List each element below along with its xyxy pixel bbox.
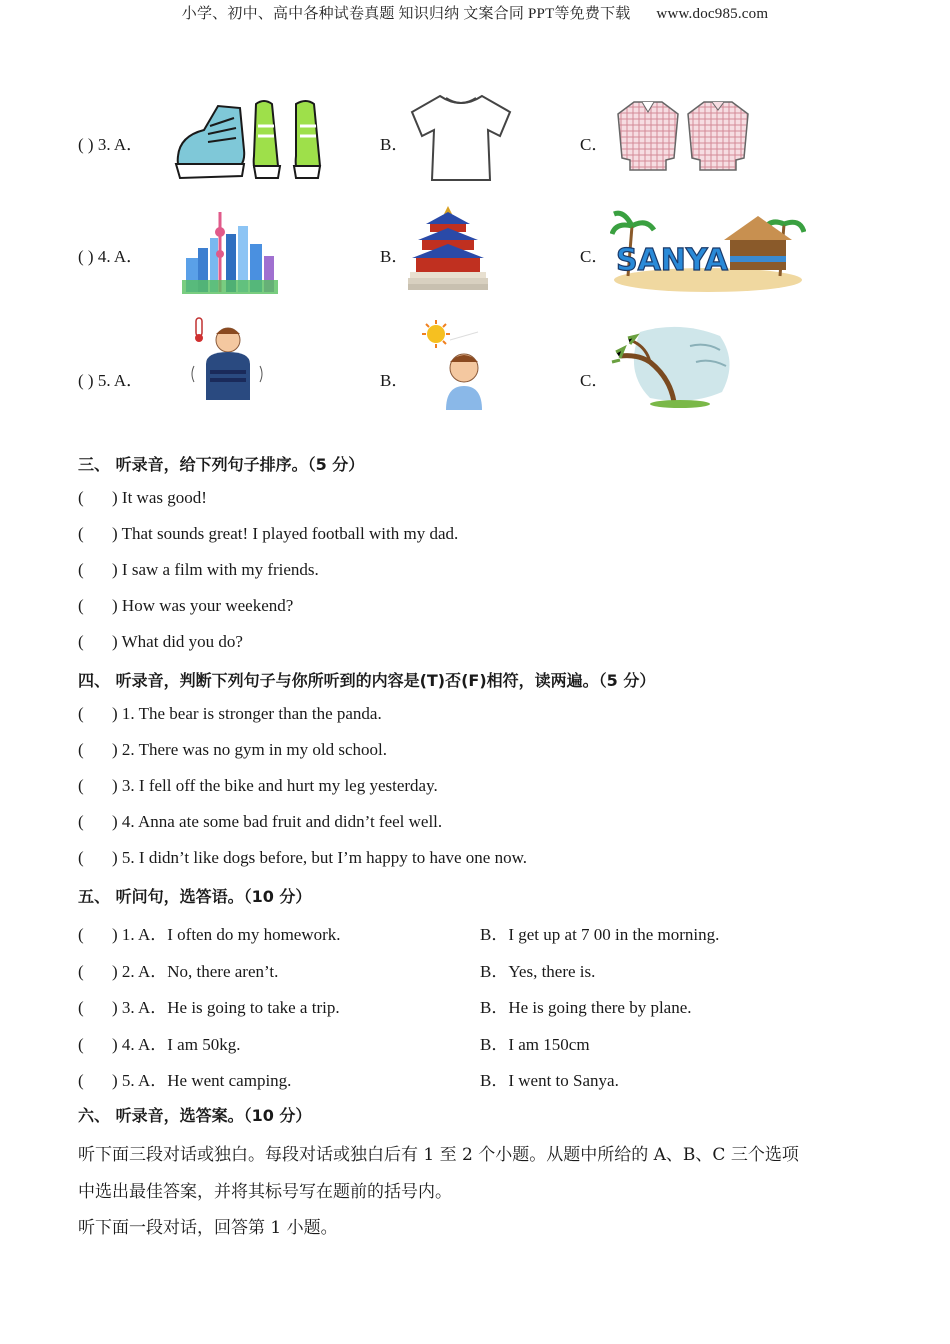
section-6-instructions-line-1: 听下面三段对话或独白。每段对话或独白后有 1 至 2 个小题。从题中所给的 A、B、C 三个选项 bbox=[78, 1145, 799, 1165]
sneakers-image bbox=[174, 96, 342, 182]
answer-item-2-option-b: B．Yes, there is. bbox=[480, 962, 596, 981]
ordering-item-2: ( ) That sounds great! I played football with my dad. bbox=[78, 524, 459, 543]
shirts-image bbox=[612, 98, 754, 174]
picture-question-5 bbox=[78, 328, 878, 428]
tshirt-image bbox=[406, 92, 516, 184]
answer-item-4-option-b: B．I am 150cm bbox=[480, 1035, 590, 1054]
answer-item-5: ( ) 5. A．He went camping. bbox=[78, 1071, 292, 1090]
page-header bbox=[0, 2, 950, 23]
section-6-instructions-line-2: 中选出最佳答案，并将其标号写在题前的括号内。 bbox=[78, 1182, 452, 1202]
section-6-instructions-line-3: 听下面一段对话，回答第 1 小题。 bbox=[78, 1218, 338, 1238]
tf-item-4: ( ) 4. Anna ate some bad fruit and didn’t feel well. bbox=[78, 812, 443, 831]
question-label: ( ) 4. A． bbox=[78, 247, 144, 266]
answer-item-3: ( ) 3. A．He is going to take a trip. bbox=[78, 998, 340, 1017]
answer-item-2: ( ) 2. A．No, there aren’t. bbox=[78, 962, 279, 981]
section-5-title: 五、 听问句，选答语。（10 分） bbox=[78, 887, 312, 906]
option-c-label: C． bbox=[580, 371, 609, 390]
header-url: www.doc985.com bbox=[656, 6, 769, 22]
tf-item-5: ( ) 5. I didn’t like dogs before, but I’m happy to have one now. bbox=[78, 848, 527, 867]
temple-of-heaven-image bbox=[408, 204, 488, 292]
option-b-label: B． bbox=[380, 247, 409, 266]
sanya-sign-text: SANYA bbox=[615, 243, 729, 278]
question-label: ( ) 5. A． bbox=[78, 371, 144, 390]
option-c-label: C． bbox=[580, 247, 609, 266]
cold-person-image bbox=[188, 316, 266, 406]
sanya-beach-image bbox=[610, 200, 806, 296]
tf-item-2: ( ) 2. There was no gym in my old school. bbox=[78, 740, 387, 759]
answer-item-3-option-b: B．He is going there by plane. bbox=[480, 998, 692, 1017]
city-skyline-image bbox=[182, 208, 278, 294]
ordering-item-5: ( ) What did you do? bbox=[78, 632, 243, 651]
picture-question-3 bbox=[78, 92, 878, 192]
answer-item-4: ( ) 4. A．I am 50kg. bbox=[78, 1035, 241, 1054]
question-label: ( ) 3. A． bbox=[78, 135, 144, 154]
picture-question-4 bbox=[78, 204, 878, 304]
tf-item-3: ( ) 3. I fell off the bike and hurt my leg yesterday. bbox=[78, 776, 438, 795]
section-3-title: 三、 听录音，给下列句子排序。（5 分） bbox=[78, 455, 365, 474]
option-b-label: B． bbox=[380, 135, 409, 154]
option-b-label: B． bbox=[380, 371, 409, 390]
option-c-label: C． bbox=[580, 135, 609, 154]
tf-item-1: ( ) 1. The bear is stronger than the panda. bbox=[78, 704, 382, 723]
answer-item-1-option-b: B．I get up at 7 00 in the morning. bbox=[480, 925, 720, 944]
section-4-title: 四、 听录音，判断下列句子与你所听到的内容是(T)否(F)相符，读两遍。（5 分） bbox=[78, 671, 656, 690]
header-text: 小学、初中、高中各种试卷真题 知识归纳 文案合同 PPT等免费下载 bbox=[181, 6, 631, 22]
section-6-title: 六、 听录音，选答案。（10 分） bbox=[78, 1106, 312, 1125]
windy-tree-image bbox=[610, 322, 734, 408]
ordering-item-3: ( ) I saw a film with my friends. bbox=[78, 560, 319, 579]
answer-item-5-option-b: B．I went to Sanya. bbox=[480, 1071, 619, 1090]
ordering-item-4: ( ) How was your weekend? bbox=[78, 596, 294, 615]
ordering-item-1: ( ) It was good! bbox=[78, 488, 207, 507]
hot-boy-image bbox=[418, 318, 492, 412]
answer-item-1: ( ) 1. A．I often do my homework. bbox=[78, 925, 341, 944]
